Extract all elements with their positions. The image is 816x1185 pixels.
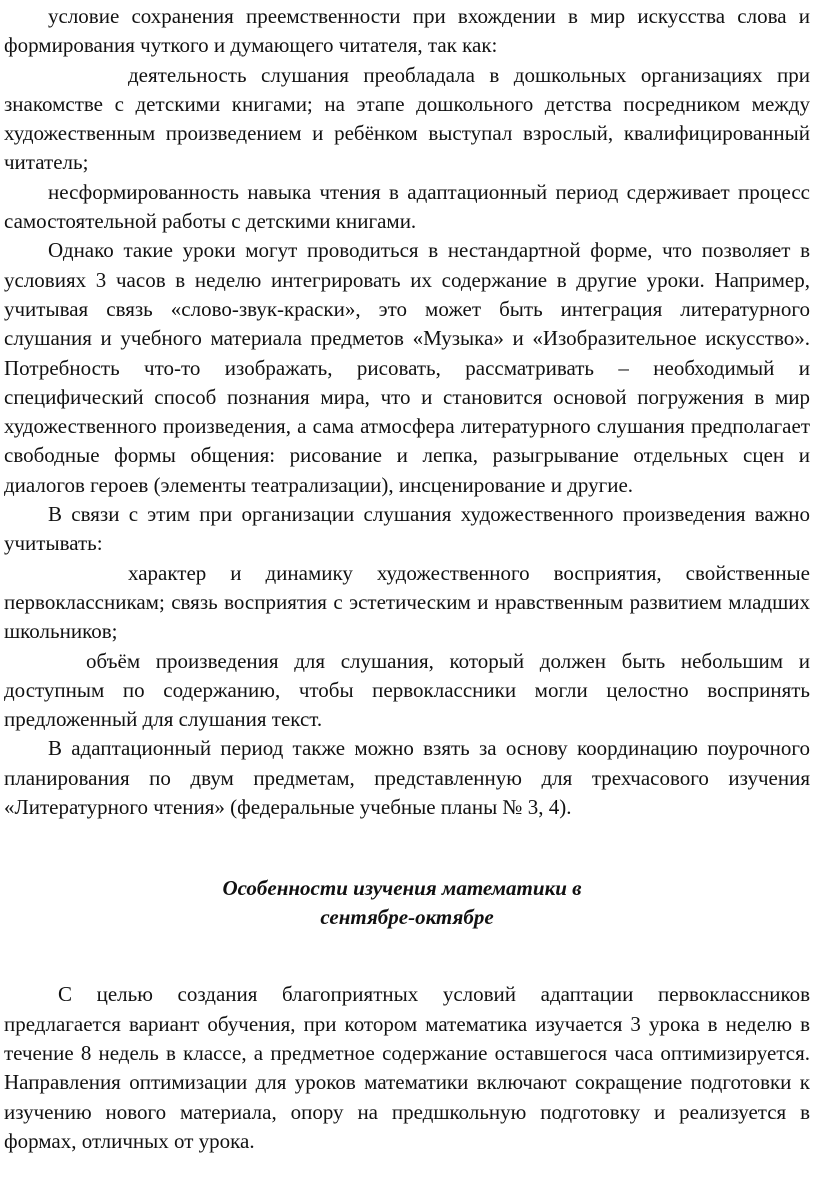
- section-heading-line1: Особенности изучения математики в: [222, 876, 582, 901]
- list-item-reading-skill: несформированность навыка чтения в адаптационный период сдерживает процесс самостоятельной работы с детскими книгами.: [4, 179, 810, 234]
- list-item-perception: характер и динамику художественного восприятия, свойственные первоклассникам; связь восприятия с эстетическим и нравственным развитием младших школьников;: [4, 560, 810, 644]
- list-item-listening-activity: деятельность слушания преобладала в дошкольных организациях при знакомстве с детскими книгами; на этапе дошкольного детства посредником между художественным произведением и ребёнком выступал взрослый, квалифицированный читатель;: [4, 62, 810, 175]
- paragraph-nonstandard-lessons: Однако такие уроки могут проводиться в нестандартной форме, что позволяет в условиях 3 часов в неделю интегрировать их содержание в другие уроки. Например, учитывая связь «слово-звук-краски», это может быть интеграция литературного слушания и учебного материала предметов «Музыка» и «Изобразительное искусство». Потребность что-то изображать, рисовать, рассматривать – необходимый и специфический способ познания мира, что и становится основой погружения в мир художественного произведения, а сама атмосфера литературного слушания предполагает свободные формы общения: рисование и лепка, разыгрывание отдельных сцен и диалогов героев (элементы театрализации), инсценирование и другие.: [4, 238, 810, 497]
- section-heading-line2: сентябре-октябре: [320, 905, 494, 930]
- paragraph-listening-organization: В связи с этим при организации слушания художественного произведения важно учитывать:: [4, 502, 810, 556]
- section-heading: [4, 874, 810, 932]
- paragraph-continuation: условие сохранения преемственности при вхождении в мир искусства слова и формирования чуткого и думающего читателя, так как:: [4, 4, 810, 58]
- list-item-volume: объём произведения для слушания, который должен быть небольшим и доступным по содержанию, чтобы первоклассники могли целостно воспринять предложенный для слушания текст.: [4, 648, 810, 732]
- paragraph-math-adaptation: С целью создания благоприятных условий адаптации первоклассников предлагается вариант обучения, при котором математика изучается 3 урока в неделю в течение 8 недель в классе, а предметное содержание оставшегося часа оптимизируется. Направления оптимизации для уроков математики включают сокращение подготовки к изучению нового материала, опору на предшкольную подготовку и реализуется в формах, отличных от урока.: [4, 982, 810, 1153]
- paragraph-adaptation-planning: В адаптационный период также можно взять за основу координацию поурочного планирования по двум предметам, представленную для трехчасового изучения «Литературного чтения» (федеральные учебные планы № 3, 4).: [4, 736, 810, 820]
